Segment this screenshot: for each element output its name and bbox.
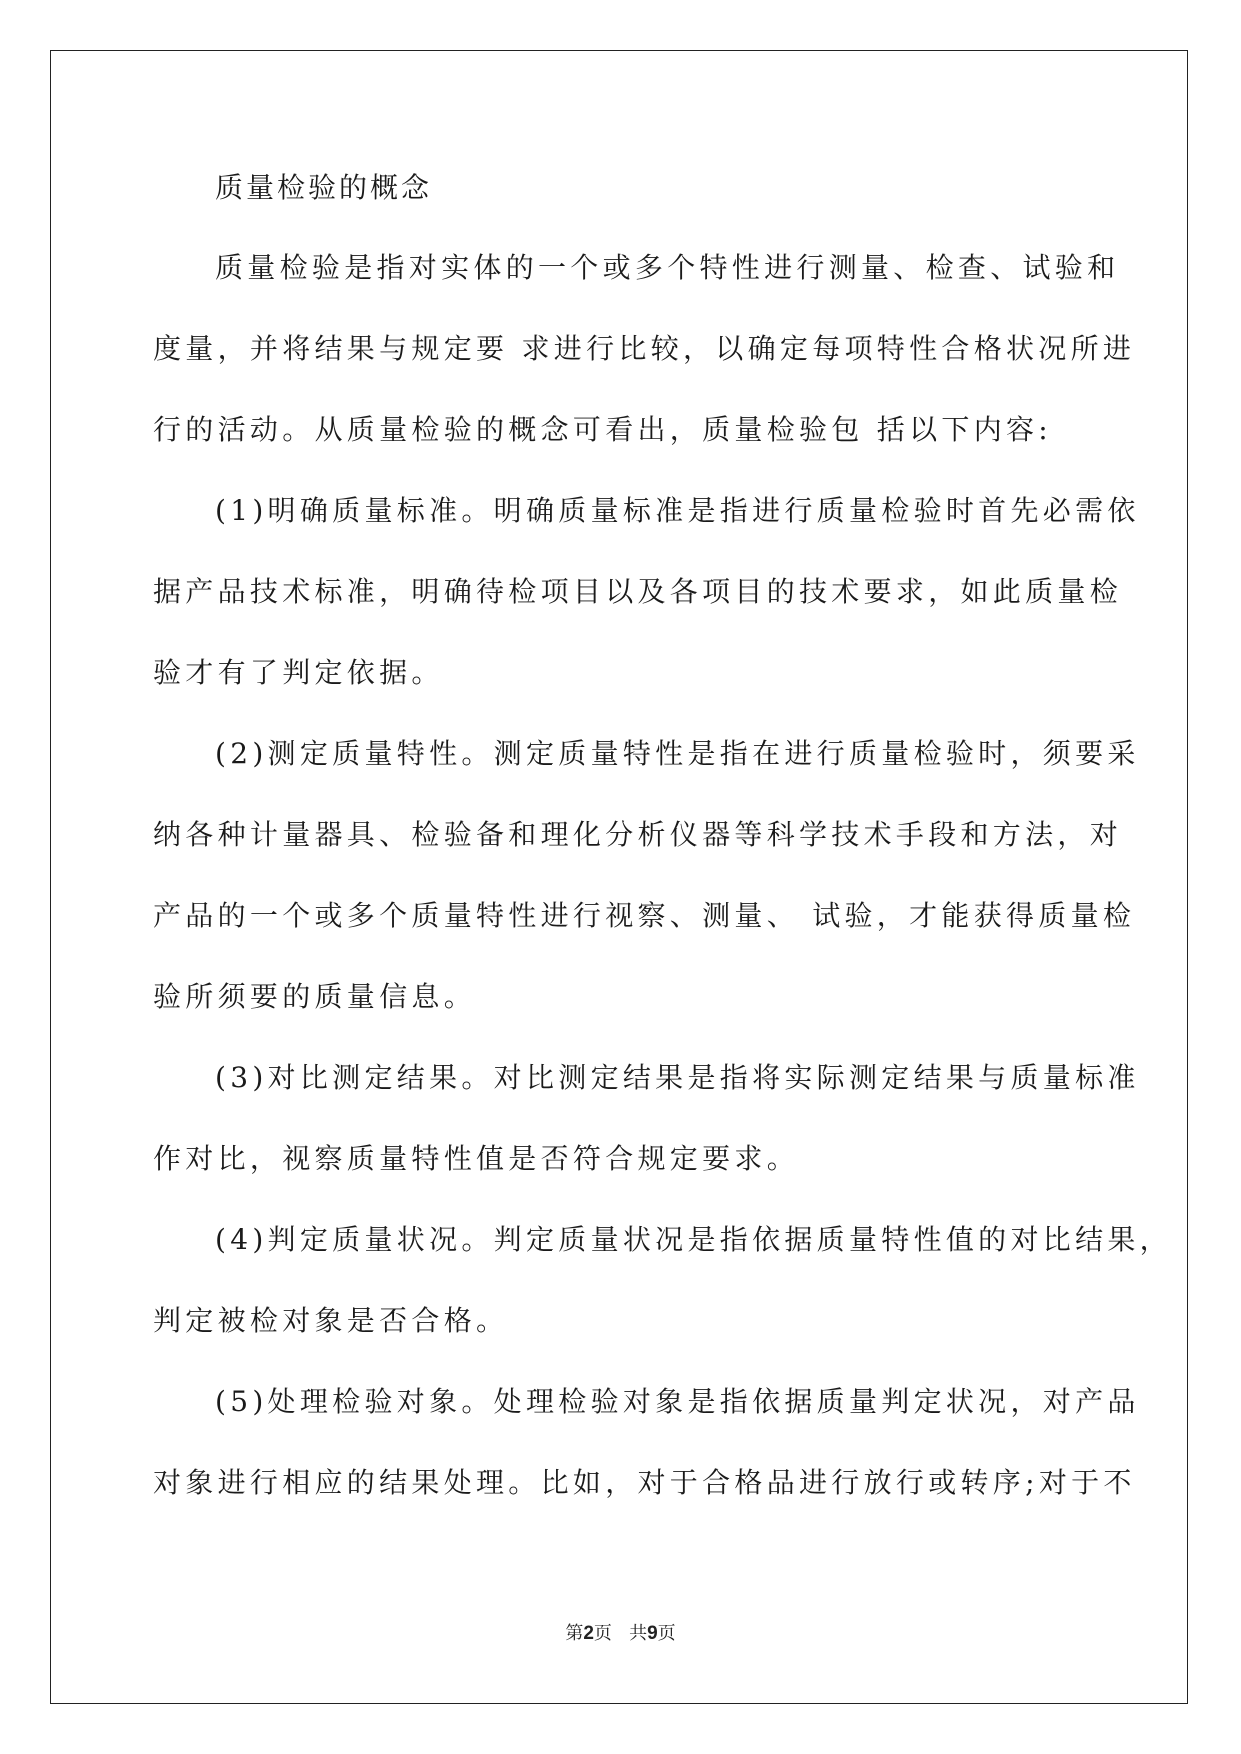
document-body xyxy=(153,160,1172,1536)
text-line: (5)处理检验对象。处理检验对象是指依据质量判定状况，对产品 xyxy=(215,1385,1140,1418)
text-line: 作对比，视察质量特性值是否符合规定要求。 xyxy=(153,1142,800,1175)
text-line: (3)对比测定结果。对比测定结果是指将实际测定结果与质量标准 xyxy=(215,1061,1140,1094)
paragraph-lines xyxy=(153,240,1172,1536)
total-page-number: 9 xyxy=(647,1623,658,1644)
footer-page-unit: 页 xyxy=(593,1623,612,1644)
text-line: 判定被检对象是否合格。 xyxy=(153,1304,509,1337)
text-line: 行的活动。从质量检验的概念可看出，质量检验包 括以下内容: xyxy=(153,413,1053,446)
page-footer xyxy=(0,1622,1241,1646)
text-line: 对象进行相应的结果处理。比如，对于合格品进行放行或转序;对于不 xyxy=(153,1466,1136,1499)
text-line: 验才有了判定依据。 xyxy=(153,656,444,689)
text-line: (1)明确质量标准。明确质量标准是指进行质量检验时首先必需依 xyxy=(215,494,1140,527)
text-line: 纳各种计量器具、检验备和理化分析仪器等科学技术手段和方法，对 xyxy=(153,818,1123,851)
text-line: 质量检验是指对实体的一个或多个特性进行测量、检查、试验和 xyxy=(215,251,1120,284)
section-title: 质量检验的概念 xyxy=(215,171,433,204)
footer-total-unit: 页 xyxy=(657,1623,676,1644)
text-line: 产品的一个或多个质量特性进行视察、测量、 试验，才能获得质量检 xyxy=(153,899,1136,932)
text-line: (4)判定质量状况。判定质量状况是指依据质量特性值的对比结果， xyxy=(215,1223,1172,1256)
text-line: 验所须要的质量信息。 xyxy=(153,980,477,1013)
current-page-number: 2 xyxy=(583,1623,594,1644)
text-line: 据产品技术标准，明确待检项目以及各项目的技术要求，如此质量检 xyxy=(153,575,1123,608)
text-line: 度量，并将结果与规定要 求进行比较，以确定每项特性合格状况所进 xyxy=(153,332,1136,365)
footer-total-prefix: 共 xyxy=(629,1623,648,1644)
footer-prefix: 第 xyxy=(565,1623,584,1644)
text-line: (2)测定质量特性。测定质量特性是指在进行质量检验时，须要采 xyxy=(215,737,1140,770)
